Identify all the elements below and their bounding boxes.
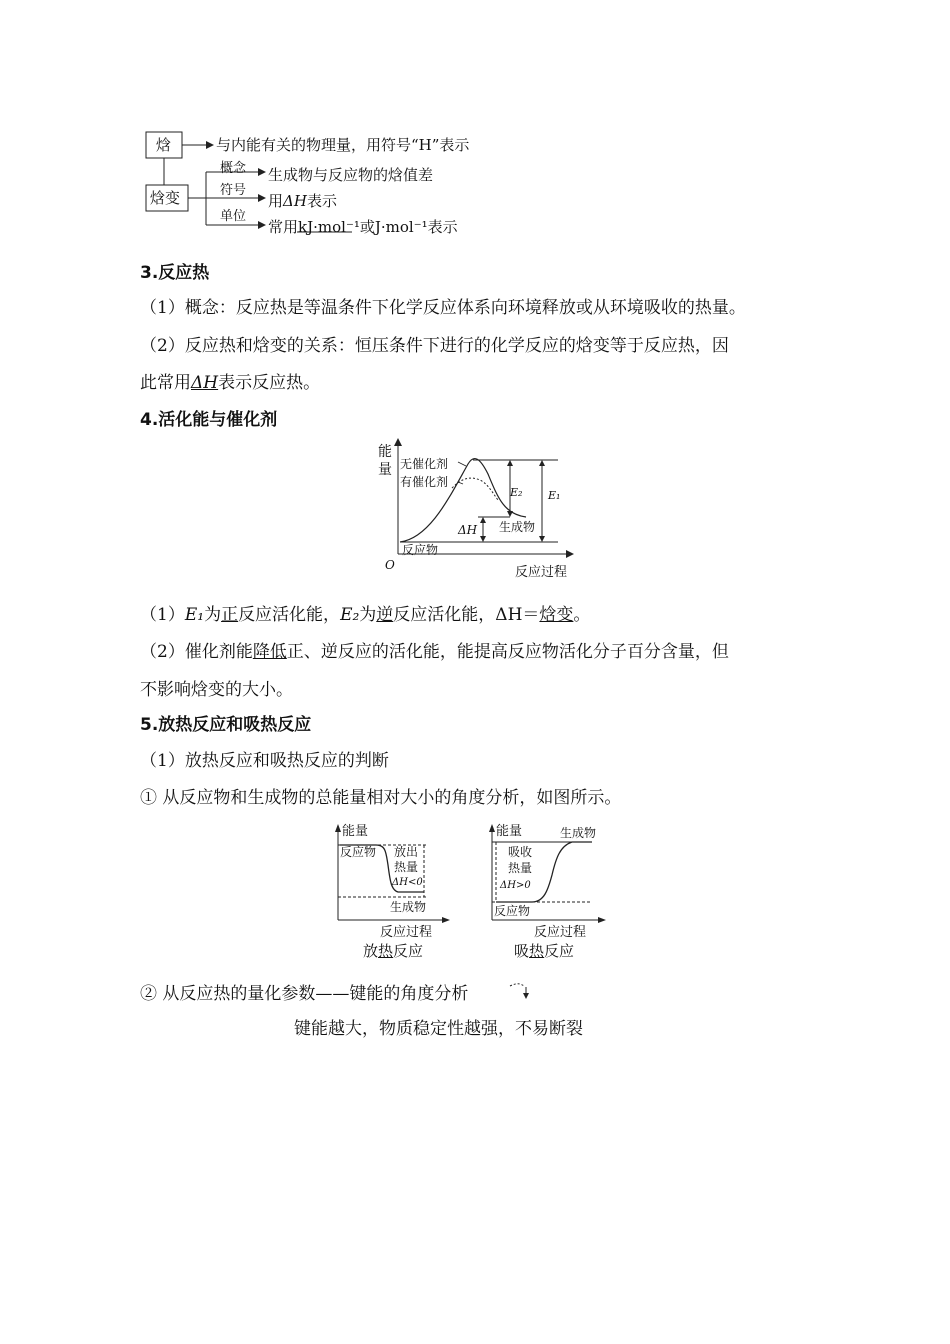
box-hanbian-label: 焓变 [150,189,181,207]
unit-kj: kJ·mol⁻¹ [298,218,360,236]
concept-text: 生成物与反应物的焓值差 [268,166,434,184]
s4p1-g: 为 [359,605,377,625]
section3-p2-sym: ΔH [191,373,219,393]
e2-label: E₂ [510,486,523,499]
s4p1-a: （1） [140,605,185,625]
exo-dh: ΔH<0 [392,877,423,888]
product-label: 生成物 [499,520,536,534]
unit-mid: 或J·mol⁻¹表示 [359,218,458,236]
endo-product: 生成物 [560,826,597,840]
endo-caption [514,940,574,962]
symbol-text-sym: ΔH [283,192,307,210]
symbol-text-pre: 用 [268,192,284,210]
with-catalyst-label: 有催化剂 [400,475,449,489]
s4p1-enthalpy: 焓变 [539,605,574,625]
box-han-label: 焓 [156,136,172,154]
e1-label: E₁ [548,489,561,502]
section5-p4: 键能越大，物质稳定性越强，不易断裂 [294,1019,583,1039]
s4p1-e: 反应活化能， [238,605,341,625]
s4p1-k: 。 [573,605,591,625]
endo-y-label: 能量 [496,824,523,839]
endo-x-label: 反应过程 [534,925,587,940]
symbol-text [268,190,337,212]
section3-p2-pre: 此常用 [140,373,191,393]
endo-dh: ΔH>0 [500,880,531,891]
y-label-2: 量 [378,462,392,478]
section4-p2-line2: 不影响焓变的大小。 [140,680,293,700]
section5-heading: 5.放热反应和吸热反应 [140,715,312,735]
s4p1-reverse: 逆 [376,605,394,625]
endo-caption-post: 反应 [544,942,575,960]
exo-release-1: 放出 [394,845,419,859]
section3-p2-post: 表示反应热。 [218,373,321,393]
label-symbol: 符号 [220,183,247,198]
exo-caption-pre: 放 [363,942,379,960]
exo-product: 生成物 [390,900,427,914]
exo-release-2: 热量 [394,860,419,874]
section3-p2-line1: （2）反应热和焓变的关系：恒压条件下进行的化学反应的焓变等于反应热，因 [140,336,729,356]
down-arrow-icon [508,981,532,1003]
endothermic-chart [482,820,612,960]
origin-label: O [385,558,395,572]
s4p2-pre: （2）催化剂能 [140,642,253,662]
section5-p3: ② 从反应热的量化参数——键能的角度分析 [140,984,469,1004]
unit-text [268,216,458,238]
y-label-1: 能 [378,444,392,460]
exo-caption-heat: 热 [378,942,394,960]
s4p2-lower: 降低 [252,642,287,662]
section4-heading: 4.活化能与催化剂 [140,410,278,430]
exo-caption-post: 反应 [393,942,424,960]
exothermic-chart [328,820,458,960]
s4p1-e2: E₂ [340,605,360,625]
section4-p1 [140,604,590,626]
x-axis-label: 反应过程 [515,565,568,580]
symbol-text-post: 表示 [306,192,337,210]
activation-energy-chart [370,436,590,586]
section3-p1: （1）概念：反应热是等温条件下化学反应体系向环境释放或从环境吸收的热量。 [140,298,746,318]
s4p1-i: 反应活化能，ΔH＝ [393,605,540,625]
unit-pre: 常用 [268,218,299,236]
section3-p2-line2 [140,372,320,394]
han-description: 与内能有关的物理量，用符号“H”表示 [216,136,470,154]
dh-label: ΔH [458,523,478,537]
reactant-label: 反应物 [402,543,439,557]
endo-absorb-2: 热量 [508,861,533,875]
s4p1-e1: E₁ [184,605,205,625]
endo-caption-pre: 吸 [514,942,530,960]
label-concept: 概念 [220,161,247,176]
endo-absorb-1: 吸收 [508,845,533,859]
endo-reactant: 反应物 [494,904,531,918]
section5-p1: （1）放热反应和吸热反应的判断 [140,751,389,771]
s4p1-forward: 正 [221,605,239,625]
no-catalyst-label: 无催化剂 [400,457,449,471]
endo-caption-heat: 热 [529,942,545,960]
section4-p2-line1 [140,641,729,663]
exo-reactant: 反应物 [340,845,377,859]
exo-x-label: 反应过程 [380,925,433,940]
s4p1-c: 为 [204,605,222,625]
section3-heading: 3.反应热 [140,263,210,283]
s4p2-post: 正、逆反应的活化能，能提高反应物活化分子百分含量，但 [286,642,729,662]
exo-y-label: 能量 [342,824,369,839]
exo-caption [363,940,423,962]
label-unit: 单位 [220,209,247,224]
section5-p2: ① 从反应物和生成物的总能量相对大小的角度分析，如图所示。 [140,788,622,808]
